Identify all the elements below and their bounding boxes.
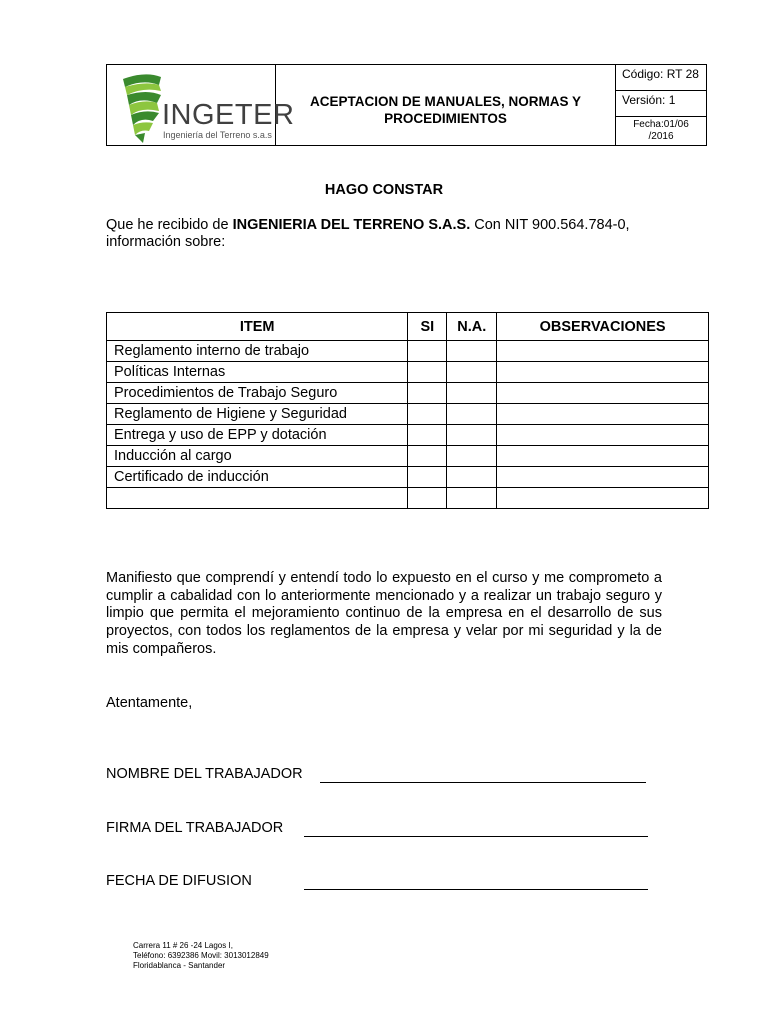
observaciones-cell[interactable] [497, 467, 709, 488]
na-cell[interactable] [447, 488, 497, 509]
si-cell[interactable] [408, 446, 447, 467]
worker-name-field[interactable] [320, 782, 646, 783]
observaciones-cell[interactable] [497, 425, 709, 446]
worker-signature-field[interactable] [304, 836, 648, 837]
document-header [106, 64, 707, 146]
document-code: Código: RT 28 [616, 65, 706, 91]
observaciones-cell[interactable] [497, 383, 709, 404]
intro-company: INGENIERIA DEL TERRENO S.A.S. [232, 217, 471, 233]
table-row [107, 362, 709, 383]
observaciones-cell[interactable] [497, 362, 709, 383]
items-table [106, 312, 709, 509]
column-header-si: SI [408, 313, 447, 341]
item-cell: Entrega y uso de EPP y dotación [107, 425, 408, 446]
si-cell[interactable] [408, 404, 447, 425]
logo-tagline: Ingeniería del Terreno s.a.s [163, 130, 272, 140]
commitment-paragraph: Manifiesto que comprendí y entendí todo lo expuesto en el curso y me comprometo a cumplir a cabalidad con lo anteriormente mencionado y a realizar un trabajo seguro y limpio que permita el mejoramiento continuo de la empresa en el desarrollo de sus proyectos, con todos los reglamentos de la empresa y velar por mi seguridad y la de mis compañeros. [106, 570, 662, 657]
footer-line1: Carrera 11 # 26 -24 Lagos I, [133, 941, 233, 950]
column-header-item: ITEM [107, 313, 408, 341]
table-row [107, 383, 709, 404]
na-cell[interactable] [447, 404, 497, 425]
si-cell[interactable] [408, 488, 447, 509]
logo-cell [107, 65, 295, 145]
document-title-line2: PROCEDIMIENTOS [384, 111, 507, 126]
table-row [107, 488, 709, 509]
footer-line2: Teléfono: 6392386 Movil: 3013012849 [133, 951, 269, 960]
table-row [107, 467, 709, 488]
document-date-line1: Fecha:01/06 [633, 119, 689, 130]
item-cell: Certificado de inducción [107, 467, 408, 488]
na-cell[interactable] [447, 383, 497, 404]
si-cell[interactable] [408, 383, 447, 404]
si-cell[interactable] [408, 362, 447, 383]
item-cell: Reglamento de Higiene y Seguridad [107, 404, 408, 425]
si-cell[interactable] [408, 467, 447, 488]
si-cell[interactable] [408, 425, 447, 446]
item-cell [107, 488, 408, 509]
observaciones-cell[interactable] [497, 404, 709, 425]
item-cell: Reglamento interno de trabajo [107, 341, 408, 362]
worker-signature-label: FIRMA DEL TRABAJADOR [106, 820, 284, 836]
item-cell: Inducción al cargo [107, 446, 408, 467]
worker-name-label: NOMBRE DEL TRABAJADOR [106, 766, 303, 782]
closing-text: Atentamente, [106, 695, 193, 711]
document-title [276, 65, 616, 145]
document-meta [616, 65, 706, 145]
column-header-observaciones: OBSERVACIONES [497, 313, 709, 341]
na-cell[interactable] [447, 467, 497, 488]
column-header-na: N.A. [447, 313, 497, 341]
observaciones-cell[interactable] [497, 488, 709, 509]
footer-line3: Floridablanca - Santander [133, 961, 226, 970]
table-row [107, 341, 709, 362]
document-version: Versión: 1 [616, 91, 706, 117]
document-title-line1: ACEPTACION DE MANUALES, NORMAS Y [309, 94, 581, 109]
na-cell[interactable] [447, 446, 497, 467]
intro-text [106, 217, 676, 251]
table-header-row [107, 313, 709, 341]
si-cell[interactable] [408, 341, 447, 362]
table-row [107, 404, 709, 425]
table-row [107, 425, 709, 446]
diffusion-date-label: FECHA DE DIFUSION [106, 873, 252, 889]
intro-suffix: Con NIT 900.564.784-0, información sobre: [106, 217, 630, 250]
observaciones-cell[interactable] [497, 446, 709, 467]
item-cell: Procedimientos de Trabajo Seguro [107, 383, 408, 404]
logo-name: INGETER [162, 99, 295, 131]
na-cell[interactable] [447, 425, 497, 446]
table-row [107, 446, 709, 467]
item-cell: Políticas Internas [107, 362, 408, 383]
na-cell[interactable] [447, 362, 497, 383]
observaciones-cell[interactable] [497, 341, 709, 362]
na-cell[interactable] [447, 341, 497, 362]
intro-prefix: Que he recibido de [106, 217, 233, 233]
document-date [616, 117, 706, 145]
page-heading: HAGO CONSTAR [324, 182, 444, 198]
document-date-line2: /2016 [648, 131, 674, 142]
diffusion-date-field[interactable] [304, 889, 648, 890]
footer-address [133, 941, 269, 971]
